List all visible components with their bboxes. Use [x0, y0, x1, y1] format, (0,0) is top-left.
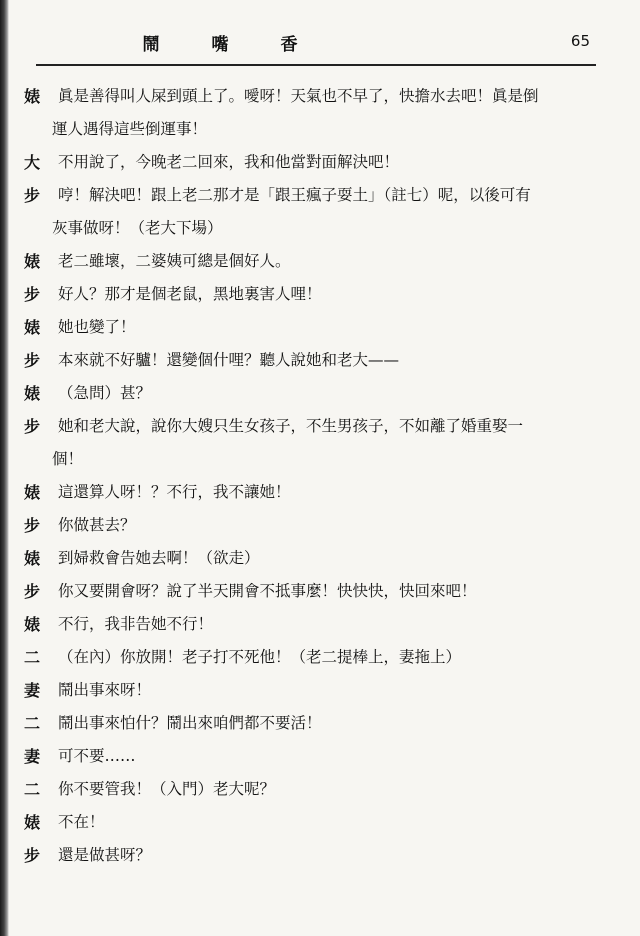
speech-text: 眞是善得叫人屎到頭上了。噯呀！天氣也不早了，快擔水去吧！眞是倒 [58, 87, 539, 105]
dialogue-line [24, 542, 600, 575]
speech-text: 還是做甚呀？ [58, 846, 152, 864]
speaker-label: 步 [24, 351, 41, 370]
dialogue-line [24, 740, 600, 773]
speaker-label: 婊 [24, 549, 41, 568]
speech-text: 個！ [52, 450, 84, 468]
speaker-label: 婊 [24, 384, 41, 403]
speech-text: 鬧出事來怕什？鬧出來咱們都不要活！ [58, 714, 322, 732]
speech-text: 本來就不好驢！還變個什哩？聽人說她和老大—— [58, 351, 400, 369]
dialogue-line [24, 443, 600, 476]
speaker-label: 二 [24, 780, 41, 799]
dialogue-line [24, 707, 600, 740]
dialogue-line [24, 674, 600, 707]
dialogue-line [24, 179, 600, 212]
dialogue-line [24, 773, 600, 806]
speaker-label: 婊 [24, 483, 41, 502]
speaker-label: 婊 [24, 87, 41, 106]
dialogue-line [24, 839, 600, 872]
dialogue-line [24, 344, 600, 377]
speech-text: 不在！ [58, 813, 105, 831]
running-header [36, 24, 596, 66]
page-number: 65 [570, 32, 590, 50]
dialogue-line [24, 212, 600, 245]
speaker-label: 步 [24, 417, 41, 436]
speaker-label: 步 [24, 285, 41, 304]
speech-text: 可不要…… [58, 747, 136, 765]
dialogue-line [24, 113, 600, 146]
dialogue-line [24, 146, 600, 179]
speech-text: 老二雖壞，二婆姨可總是個好人。 [58, 252, 291, 270]
dialogue-line [24, 410, 600, 443]
speaker-label: 妻 [24, 747, 41, 766]
speaker-label: 二 [24, 714, 41, 733]
dialogue-line [24, 80, 600, 113]
speech-text: 鬧出事來呀！ [58, 681, 152, 699]
speaker-label: 二 [24, 648, 41, 667]
dialogue-line [24, 311, 600, 344]
speaker-label: 婊 [24, 813, 41, 832]
play-script [24, 80, 600, 872]
speech-text: 到婦救會告她去啊！（欲走） [58, 549, 260, 567]
dialogue-line [24, 575, 600, 608]
speech-text: 不用說了，今晚老二回來，我和他當對面解決吧！ [58, 153, 400, 171]
speaker-label: 步 [24, 516, 41, 535]
speaker-label: 婊 [24, 318, 41, 337]
speaker-label: 步 [24, 582, 41, 601]
speaker-label: 妻 [24, 681, 41, 700]
dialogue-line [24, 476, 600, 509]
speech-text: 她也變了！ [58, 318, 136, 336]
speech-text: 哼！解決吧！跟上老二那才是「跟王瘋子耍土」（註七）呢，以後可有 [58, 186, 531, 204]
speech-text: 不行，我非告她不行！ [58, 615, 214, 633]
speech-text: 她和老大說，說你大嫂只生女孩子，不生男孩子，不如離了婚重娶一 [58, 417, 524, 435]
dialogue-line [24, 641, 600, 674]
speaker-label: 大 [24, 153, 41, 172]
speech-text: 灰事做呀！（老大下場） [52, 219, 223, 237]
dialogue-line [24, 278, 600, 311]
speaker-label: 步 [24, 846, 41, 865]
speech-text: 你不要管我！（入門）老大呢？ [58, 780, 276, 798]
speaker-label: 婊 [24, 615, 41, 634]
speech-text: 運人遇得這些倒運事！ [52, 120, 208, 138]
speech-text: 好人？那才是個老鼠，黑地裏害人哩！ [58, 285, 322, 303]
dialogue-line [24, 806, 600, 839]
dialogue-line [24, 245, 600, 278]
dialogue-line [24, 608, 600, 641]
speaker-label: 步 [24, 186, 41, 205]
dialogue-line [24, 377, 600, 410]
speech-text: （急問）甚？ [58, 384, 152, 402]
speech-text: （在內）你放開！老子打不死他！（老二提棒上，妻拖上） [58, 648, 462, 666]
dialogue-line [24, 509, 600, 542]
speech-text: 這還算人呀！？不行，我不讓她！ [58, 483, 291, 501]
speaker-label: 婊 [24, 252, 41, 271]
speech-text: 你又要開會呀？說了半天開會不抵事麼！快快快，快回來吧！ [58, 582, 477, 600]
running-title: 鬧嘴香 [142, 35, 350, 55]
speech-text: 你做甚去？ [58, 516, 136, 534]
